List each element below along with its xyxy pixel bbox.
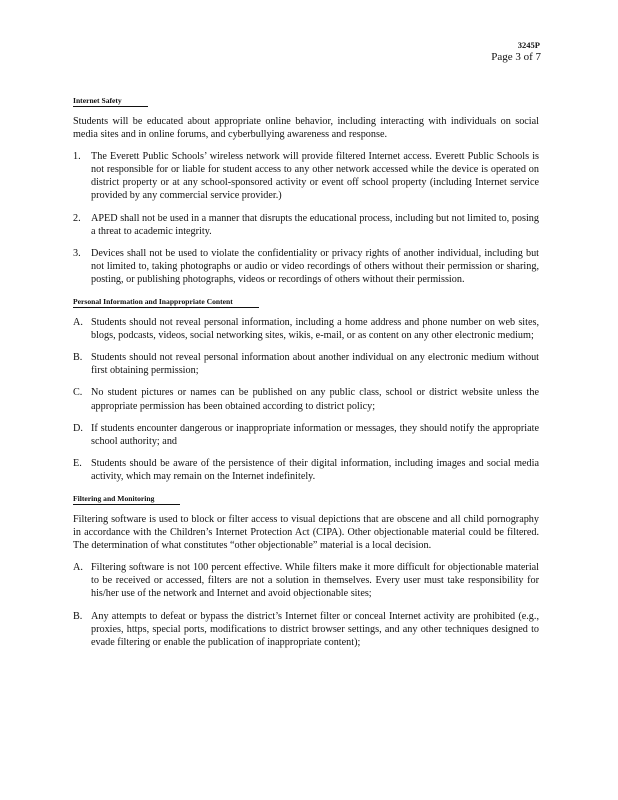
- section-heading: Personal Information and Inappropriate Content: [73, 297, 259, 308]
- list-marker: 2.: [73, 212, 81, 224]
- list-item-text: If students encounter dangerous or inappropriate information or messages, they should notify the appropriate school authority; and: [91, 422, 539, 447]
- list-marker: D.: [73, 422, 83, 434]
- section-intro: Students will be educated about appropriate online behavior, including interacting with individuals on social media sites and in online forums, and cyberbullying awareness and response.: [73, 116, 539, 141]
- list-marker: 1.: [73, 151, 81, 163]
- list-marker: B.: [73, 610, 83, 622]
- list-marker: B.: [73, 352, 83, 364]
- list-item-text: Students should not reveal personal information about another individual on any electronic medium without first obtaining permission;: [91, 352, 539, 377]
- document-body: [73, 94, 539, 658]
- list-item-text: Filtering software is not 100 percent effective. While filters make it more difficult for objectionable material to be received or accessed, filters are not a solution in themselves. Every user must take responsibility for his/her use of the network and Internet and avoid objectionable sites;: [91, 562, 539, 600]
- lettered-list: [73, 561, 539, 649]
- list-marker: A.: [73, 317, 83, 329]
- list-item: [73, 150, 539, 202]
- list-item: [73, 351, 539, 377]
- section-heading: Internet Safety: [73, 96, 148, 107]
- list-marker: C.: [73, 387, 83, 399]
- section-internet-safety: [73, 94, 539, 286]
- list-item: [73, 316, 539, 342]
- list-item: [73, 610, 539, 649]
- list-marker: 3.: [73, 247, 81, 259]
- policy-code: 3245P: [517, 40, 540, 50]
- list-item-text: The Everett Public Schools’ wireless network will provide filtered Internet access. Everett Public Schools is not responsible for or liable for student access to any other network accessed while the device is operated on district property or at any school-sponsored activity or event off school property (including Internet service provided by any commercial service provider.): [91, 151, 539, 202]
- list-item-text: APED shall not be used in a manner that disrupts the educational process, including but not limited to, posing a threat to academic integrity.: [91, 212, 539, 237]
- list-item-text: No student pictures or names can be published on any public class, school or district website unless the appropriate permission has been obtained according to district policy;: [91, 387, 539, 412]
- page-number: Page 3 of 7: [491, 51, 541, 63]
- list-item-text: Students should be aware of the persistence of their digital information, including images and social media activity, which may remain on the Internet indefinitely.: [91, 457, 539, 482]
- list-item: [73, 247, 539, 286]
- list-item: [73, 212, 539, 238]
- list-item: [73, 457, 539, 483]
- list-item: [73, 386, 539, 412]
- list-item: [73, 561, 539, 600]
- section-filtering-monitoring: [73, 492, 539, 649]
- list-item-text: Any attempts to defeat or bypass the district’s Internet filter or conceal Internet activity are prohibited (e.g., proxies, https, special ports, modifications to district browser settings, and any other techniques designed to evade filtering or enable the publication of inappropriate content);: [91, 610, 539, 648]
- section-intro: Filtering software is used to block or filter access to visual depictions that are obscene and all child pornography in accordance with the Children’s Internet Protection Act (CIPA). Other objectionable material could be filtered. The determination of what constitutes “other objectionable” material is a local decision.: [73, 513, 539, 552]
- list-item-text: Students should not reveal personal information, including a home address and phone number on web sites, blogs, podcasts, videos, social networking sites, wikis, e-mail, or as content on any other electronic medium;: [91, 317, 539, 342]
- lettered-list: [73, 316, 539, 483]
- section-personal-information: [73, 295, 539, 483]
- list-marker: A.: [73, 562, 83, 574]
- list-item: [73, 422, 539, 448]
- numbered-list: [73, 150, 539, 286]
- section-heading: Filtering and Monitoring: [73, 494, 180, 505]
- list-marker: E.: [73, 457, 82, 469]
- list-item-text: Devices shall not be used to violate the confidentiality or privacy rights of another individual, including but not limited to, taking photographs or audio or video recordings of others without their permission or sharing, posting, or publishing photographs, videos or recordings of others without their permission.: [91, 247, 539, 285]
